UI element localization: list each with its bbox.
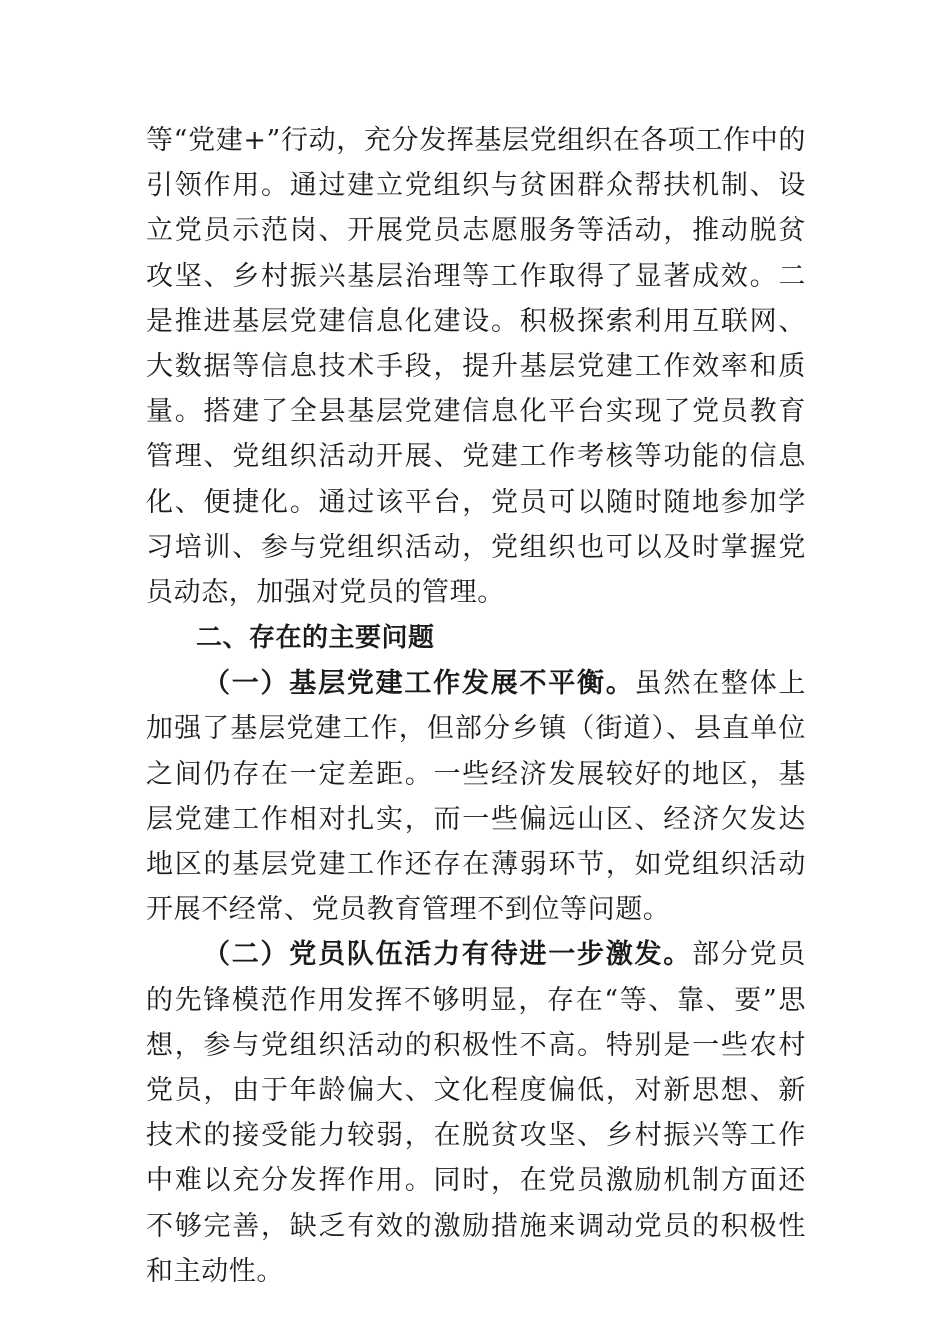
issue-body-1: 虽然在整体上加强了基层党建工作，但部分乡镇（街道）、县直单位之间仍存在一定差距。一些经济发展较好的地区，基层党建工作相对扎实，而一些偏远山区、经济欠发达地区的基层党建工作还存在薄弱环节，如党组织活动开展不经常、党员教育管理不到位等问题。: [146, 668, 806, 926]
issue-body-2: 部分党员的先锋模范作用发挥不够明显，存在“等、靠、要”思想，参与党组织活动的积极性不高。特别是一些农村党员，由于年龄偏大、文化程度偏低，对新思想、新技术的接受能力较弱，在脱贫攻坚、乡村振兴等工作中难以充分发挥作用。同时，在党员激励机制方面还不够完善，缺乏有效的激励措施来调动党员的积极性和主动性。: [146, 939, 807, 1287]
document-page: [146, 118, 806, 1294]
issue-lead-1: （一）基层党建工作发展不平衡。: [203, 668, 635, 700]
section-heading: 二、存在的主要问题: [196, 623, 435, 654]
continuation-paragraph: 等“党建+”行动，充分发挥基层党组织在各项工作中的引领作用。通过建立党组织与贫困群众帮扶机制、设立党员示范岗、开展党员志愿服务等活动，推动脱贫攻坚、乡村振兴基层治理等工作取得了显著成效。二是推进基层党建信息化建设。积极探索利用互联网、大数据等信息技术手段，提升基层党建工作效率和质量。搭建了全县基层党建信息化平台实现了党员教育管理、党组织活动开展、党建工作考核等功能的信息化、便捷化。通过该平台，党员可以随时随地参加学习培训、参与党组织活动，党组织也可以及时掌握党员动态，加强对党员的管理。: [146, 125, 806, 609]
issue-lead-2: （二）党员队伍活力有待进一步激发。: [203, 939, 693, 971]
issue-paragraph-2: [146, 932, 806, 1294]
issue-paragraph-1: [146, 661, 806, 932]
